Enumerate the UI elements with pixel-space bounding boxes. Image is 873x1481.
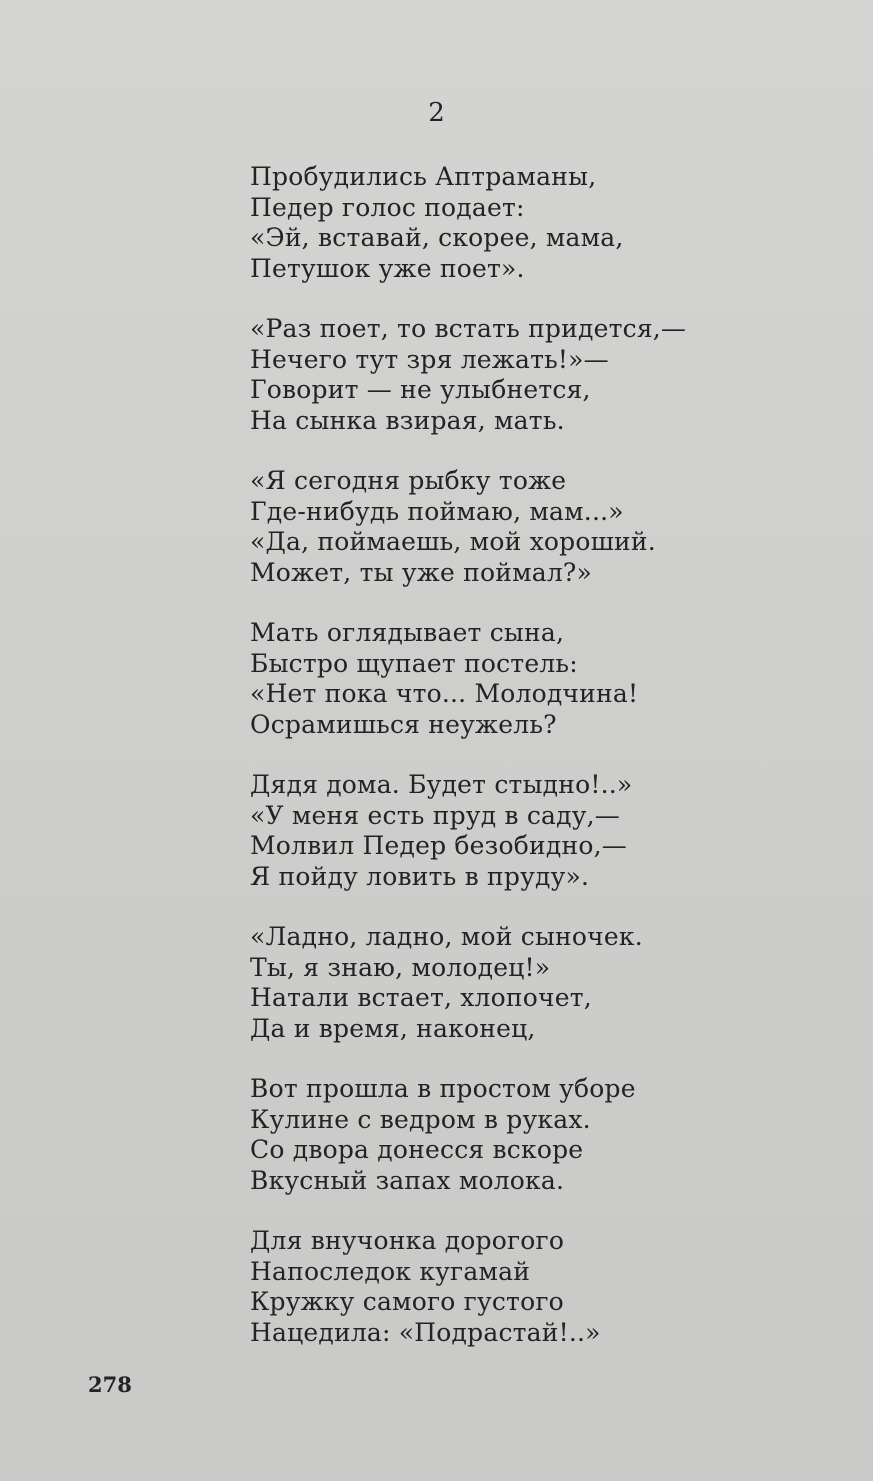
- poem-line: «Нет пока что... Молодчина!: [250, 679, 639, 708]
- page-number: 278: [88, 1372, 132, 1397]
- poem-line: Вкусный запах молока.: [250, 1165, 565, 1195]
- poem-line: «Да, поймаешь, мой хороший.: [250, 527, 656, 556]
- stanza: [250, 1074, 720, 1196]
- stanza: [250, 1226, 720, 1348]
- poem-line: «Ладно, ладно, мой сыночек.: [250, 922, 643, 951]
- poem-line: «У меня есть пруд в саду,—: [250, 800, 621, 830]
- poem-line: Ты, я знаю, молодец!»: [250, 952, 551, 982]
- poem-line: Может, ты уже поймал?»: [250, 557, 592, 587]
- poem-line: На сынка взирая, мать.: [250, 405, 565, 435]
- poem-line: Да и время, наконец,: [250, 1013, 536, 1043]
- poem-body: [250, 162, 720, 1378]
- poem-line: «Раз поет, то встать придется,—: [250, 314, 687, 343]
- poem-line: «Я сегодня рыбку тоже: [250, 466, 567, 495]
- poem-line: Мать оглядывает сына,: [250, 618, 565, 647]
- stanza: [250, 618, 720, 740]
- poem-line: Где-нибудь поймаю, мам...»: [250, 496, 624, 526]
- section-number: 2: [428, 98, 445, 128]
- poem-line: Натали встает, хлопочет,: [250, 983, 592, 1012]
- stanza: [250, 922, 720, 1044]
- poem-line: Педер голос подает:: [250, 192, 525, 222]
- poem-line: «Эй, вставай, скорее, мама,: [250, 223, 624, 252]
- poem-line: Для внучонка дорогого: [250, 1226, 565, 1255]
- poem-line: Быстро щупает постель:: [250, 648, 578, 678]
- poem-line: Вот прошла в простом уборе: [250, 1074, 636, 1103]
- poem-line: Кружку самого густого: [250, 1287, 564, 1316]
- poem-line: Петушок уже поет».: [250, 253, 525, 283]
- stanza: [250, 770, 720, 892]
- poem-line: Говорит — не улыбнется,: [250, 375, 591, 404]
- poem-line: Напоследок кугамай: [250, 1256, 531, 1286]
- stanza: [250, 314, 720, 436]
- poem-line: Я пойду ловить в пруду».: [250, 861, 590, 891]
- poem-line: Дядя дома. Будет стыдно!..»: [250, 770, 633, 799]
- stanza: [250, 466, 720, 588]
- stanza: [250, 162, 720, 284]
- poem-line: Пробудились Аптраманы,: [250, 162, 597, 191]
- poem-line: Нечего тут зря лежать!»—: [250, 344, 609, 374]
- poem-line: Со двора донесся вскоре: [250, 1135, 584, 1164]
- poem-line: Молвил Педер безобидно,—: [250, 831, 627, 860]
- poem-line: Осрамишься неужель?: [250, 709, 557, 739]
- poem-line: Нацедила: «Подрастай!..»: [250, 1317, 601, 1347]
- poem-line: Кулине с ведром в руках.: [250, 1104, 591, 1134]
